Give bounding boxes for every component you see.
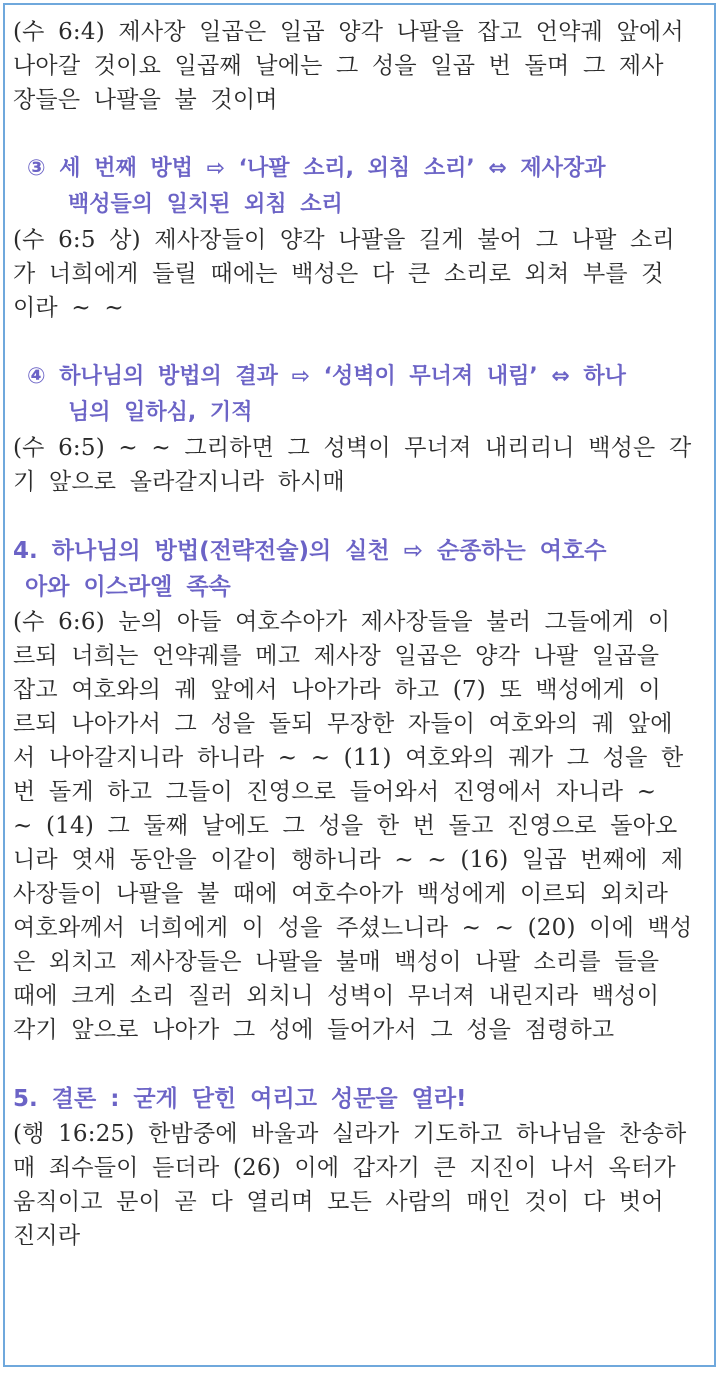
text-line: 진지라 bbox=[13, 1223, 81, 1249]
text-line: 장들은 나팔을 불 것이며 bbox=[13, 87, 278, 113]
verse-josh-6-4 bbox=[13, 15, 717, 117]
subheading-result-4 bbox=[13, 359, 717, 431]
text-line: 매 죄수들이 듣더라 (26) 이에 갑자기 큰 지진이 나서 옥터가 bbox=[13, 1155, 676, 1181]
text-line: 르되 나아가서 그 성을 돌되 무장한 자들이 여호와의 궤 앞에 bbox=[13, 711, 673, 737]
heading-line: 4. 하나님의 방법(전략전술)의 실천 ⇨ 순종하는 여호수 bbox=[13, 538, 607, 564]
section-heading-4 bbox=[13, 533, 717, 605]
heading-line: ④ 하나님의 방법의 결과 ⇨ ‘성벽이 무너져 내림’ ⇔ 하나 bbox=[27, 364, 626, 389]
section-heading-5 bbox=[13, 1081, 717, 1117]
text-line: 여호와께서 너희에게 이 성을 주셨느니라 ~ ~ (20) 이에 백성 bbox=[13, 915, 693, 941]
heading-line: 백성들의 일치된 외침 소리 bbox=[68, 192, 343, 217]
verse-josh-6-5b bbox=[13, 431, 717, 499]
text-line: (수 6:4) 제사장 일곱은 일곱 양각 나팔을 잡고 언약궤 앞에서 bbox=[13, 19, 684, 45]
heading-line: 5. 결론 : 굳게 닫힌 여리고 성문을 열라! bbox=[13, 1086, 467, 1112]
text-line: 나아갈 것이요 일곱째 날에는 그 성을 일곱 번 돌며 그 제사 bbox=[13, 53, 664, 79]
heading-line: 아와 이스라엘 족속 bbox=[25, 574, 231, 600]
text-line: 사장들이 나팔을 불 때에 여호수아가 백성에게 이르되 외치라 bbox=[13, 881, 669, 907]
blank-line bbox=[13, 499, 717, 533]
text-line: 기 앞으로 올라갈지니라 하시매 bbox=[13, 469, 345, 495]
document-content bbox=[13, 15, 717, 1253]
text-line: (행 16:25) 한밤중에 바울과 실라가 기도하고 하나님을 찬송하 bbox=[13, 1121, 687, 1147]
text-line: 서 나아갈지니라 하니라 ~ ~ (11) 여호와의 궤가 그 성을 한 bbox=[13, 745, 684, 771]
text-line: 르되 너희는 언약궤를 메고 제사장 일곱은 양각 나팔 일곱을 bbox=[13, 643, 660, 669]
heading-line: 님의 일하심, 기적 bbox=[68, 400, 253, 425]
subheading-method-3 bbox=[13, 151, 717, 223]
text-line: 잡고 여호와의 궤 앞에서 나아가라 하고 (7) 또 백성에게 이 bbox=[13, 677, 661, 703]
text-line: ~ (14) 그 둘째 날에도 그 성을 한 번 돌고 진영으로 돌아오 bbox=[13, 813, 678, 839]
text-line: 각기 앞으로 나아가 그 성에 들어가서 그 성을 점령하고 bbox=[13, 1017, 615, 1043]
text-line: (수 6:5 상) 제사장들이 양각 나팔을 길게 불어 그 나팔 소리 bbox=[13, 227, 675, 253]
text-line: 은 외치고 제사장들은 나팔을 불매 백성이 나팔 소리를 들을 bbox=[13, 949, 660, 975]
blank-line bbox=[13, 1047, 717, 1081]
text-line: (수 6:6) 눈의 아들 여호수아가 제사장들을 불러 그들에게 이 bbox=[13, 609, 671, 635]
verse-josh-6-6 bbox=[13, 605, 717, 1047]
text-line: 번 돌게 하고 그들이 진영으로 들어와서 진영에서 자니라 ~ bbox=[13, 779, 657, 805]
blank-line bbox=[13, 325, 717, 359]
text-line: 움직이고 문이 곧 다 열리며 모든 사람의 매인 것이 다 벗어 bbox=[13, 1189, 664, 1215]
text-line: 니라 엿새 동안을 이같이 행하니라 ~ ~ (16) 일곱 번째에 제 bbox=[13, 847, 684, 873]
text-line: 때에 크게 소리 질러 외치니 성벽이 무너져 내린지라 백성이 bbox=[13, 983, 660, 1009]
text-line: (수 6:5) ~ ~ 그리하면 그 성벽이 무너져 내리리니 백성은 각 bbox=[13, 435, 692, 461]
text-line: 이라 ~ ~ bbox=[13, 295, 124, 321]
verse-acts-16-25 bbox=[13, 1117, 717, 1253]
blank-line bbox=[13, 117, 717, 151]
text-line: 가 너희에게 들릴 때에는 백성은 다 큰 소리로 외쳐 부를 것 bbox=[13, 261, 664, 287]
heading-line: ③ 세 번째 방법 ⇨ ‘나팔 소리, 외침 소리’ ⇔ 제사장과 bbox=[27, 156, 606, 181]
verse-josh-6-5a bbox=[13, 223, 717, 325]
document-frame bbox=[3, 3, 716, 1367]
